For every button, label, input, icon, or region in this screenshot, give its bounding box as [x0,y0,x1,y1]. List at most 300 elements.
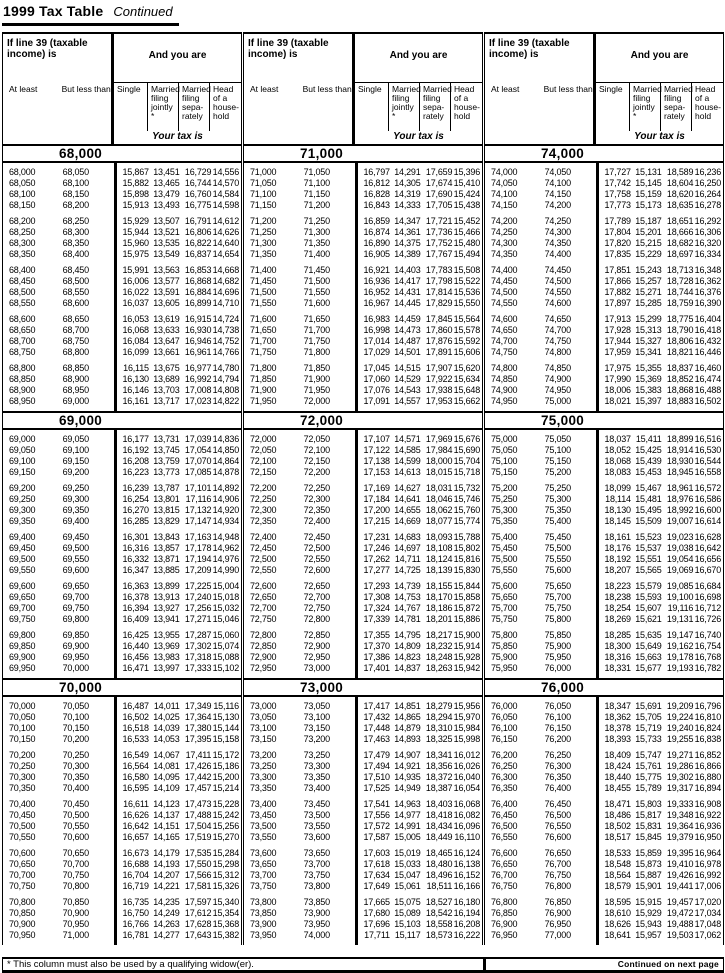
tax-head-household-cell: 16,054 [453,782,480,793]
tax-single-cell: 17,835 [604,248,631,259]
but-less-than-cell: 68,900 [62,373,89,384]
tax-single-cell: 16,440 [122,640,149,651]
tax-married-separately-cell: 18,248 [425,651,453,662]
tax-married-separately-cell: 17,411 [185,749,212,760]
tax-head-household-cell: 14,626 [212,226,239,237]
tax-head-household-cell: 16,978 [694,858,721,869]
tax-married-jointly-cell: 15,789 [635,782,662,793]
table-row [485,264,723,275]
but-less-than-cell: 71,250 [303,215,330,226]
tax-head-household-cell: 14,724 [212,313,239,324]
but-less-than-cell: 74,450 [544,264,571,275]
tax-married-jointly-cell: 15,369 [635,373,662,384]
but-less-than-cell: 69,850 [62,629,89,640]
tax-head-household-cell: 14,990 [212,564,239,575]
at-least-cell: 73,050 [250,711,277,722]
tax-single-cell: 17,153 [363,466,390,477]
tax-head-household-cell: 15,522 [453,275,480,286]
table-row [485,384,723,395]
tax-single-cell: 16,611 [123,798,149,809]
but-less-than-cell: 73,250 [303,749,330,760]
tax-head-household-cell: 14,710 [212,297,239,308]
tax-married-jointly-cell: 15,257 [635,275,662,286]
tax-married-separately-cell: 19,503 [666,929,694,940]
tax-head-household-cell: 16,894 [694,782,721,793]
table-row [3,771,241,782]
but-less-than-cell: 69,500 [62,542,89,553]
but-less-than-cell: 73,500 [303,809,330,820]
at-least-cell: 76,350 [491,782,518,793]
tax-single-cell: 17,355 [363,629,390,640]
table-row [3,564,241,575]
tax-single-cell: 15,975 [122,248,149,259]
tax-head-household-cell: 14,850 [212,444,239,455]
tax-married-separately-cell: 17,674 [425,177,453,188]
at-least-cell: 75,650 [491,591,518,602]
row-group [485,580,723,624]
tax-married-jointly-cell: 14,235 [153,896,180,907]
tax-married-separately-cell: 19,457 [666,896,694,907]
tax-married-separately-cell: 18,418 [425,809,453,820]
but-less-than-cell: 72,100 [303,444,330,455]
but-less-than-cell: 70,800 [62,880,89,891]
tax-single-cell: 18,161 [604,531,631,542]
tax-married-jointly-cell: 15,495 [635,504,662,515]
table-row [244,188,482,199]
tax-single-cell: 16,301 [122,531,149,542]
tax-married-jointly-cell: 15,327 [635,335,662,346]
but-less-than-cell: 68,400 [62,248,89,259]
tax-head-household-cell: 15,326 [212,880,239,891]
row-group [485,313,723,357]
tax-single-cell: 17,665 [363,896,390,907]
table-row [3,199,241,210]
tax-single-cell: 18,502 [604,820,631,831]
tax-single-cell: 18,641 [604,929,631,940]
table-row [3,749,241,760]
table-row [485,760,723,771]
tax-married-separately-cell: 16,775 [184,199,212,210]
tax-head-household-cell: 14,864 [212,455,239,466]
tax-married-separately-cell: 18,170 [425,591,453,602]
at-least-cell: 75,500 [491,553,518,564]
but-less-than-cell: 73,200 [303,733,330,744]
table-row [244,166,482,177]
tax-single-cell: 17,091 [363,395,390,406]
but-less-than-cell: 70,900 [62,907,89,918]
tax-head-household-cell: 15,368 [212,918,239,929]
table-row [3,313,241,324]
tax-head-household-cell: 16,236 [694,166,721,177]
but-less-than-cell: 68,850 [62,362,89,373]
tax-single-cell: 18,564 [604,869,631,880]
tax-married-jointly-cell: 15,817 [635,809,662,820]
tax-single-cell: 17,680 [363,907,390,918]
tax-head-household-cell: 16,530 [694,444,721,455]
at-least-cell: 73,750 [250,880,277,891]
table-row [485,820,723,831]
table-row [244,493,482,504]
tax-single-cell: 18,378 [604,722,631,733]
but-less-than-cell: 75,050 [544,433,571,444]
but-less-than-header: But less than [543,84,593,94]
tax-head-household-cell: 15,760 [453,504,480,515]
tax-table-panel [243,32,483,945]
tax-married-separately-cell: 18,186 [425,602,453,613]
tax-married-separately-cell: 19,178 [666,651,694,662]
at-least-cell: 72,350 [250,515,277,526]
tax-head-household-cell: 15,900 [453,629,480,640]
at-least-cell: 69,850 [9,640,36,651]
at-least-cell: 76,300 [491,771,518,782]
tax-married-separately-cell: 18,589 [666,166,694,177]
but-less-than-cell: 69,300 [62,493,89,504]
tax-married-jointly-cell: 13,577 [153,275,180,286]
but-less-than-cell: 69,350 [62,504,89,515]
but-less-than-cell: 72,500 [303,542,330,553]
but-less-than-cell: 71,750 [303,335,330,346]
but-less-than-cell: 75,700 [544,591,571,602]
at-least-cell: 76,800 [491,896,518,907]
at-least-cell: 71,450 [250,275,277,286]
tax-married-separately-cell: 17,039 [184,433,212,444]
tax-married-jointly-cell: 15,607 [635,602,662,613]
at-least-cell: 70,950 [9,929,36,940]
at-least-cell: 75,000 [491,433,518,444]
tax-married-separately-cell: 17,085 [184,466,212,477]
tax-head-household-cell: 16,096 [453,820,480,831]
but-less-than-cell: 75,650 [544,580,571,591]
section-title: 75,000 [485,411,723,430]
section-body [3,697,241,945]
panel-header-top [3,32,241,82]
table-row [485,466,723,477]
table-row [3,373,241,384]
tax-head-household-cell: 15,928 [453,651,480,662]
tax-married-jointly-cell: 13,731 [153,433,180,444]
at-least-cell: 76,850 [491,907,518,918]
tax-single-cell: 17,448 [363,722,390,733]
at-least-cell: 72,200 [250,482,277,493]
tax-married-separately-cell: 18,310 [425,722,453,733]
tax-head-household-cell: 15,298 [212,858,239,869]
tax-married-jointly-cell: 15,089 [394,907,421,918]
but-less-than-cell: 71,850 [303,362,330,373]
tax-single-cell: 16,688 [122,858,149,869]
tax-head-household-cell: 16,138 [453,858,480,869]
tax-married-jointly-cell: 15,103 [394,918,421,929]
but-less-than-cell: 73,300 [303,760,330,771]
tax-single-cell: 16,456 [122,651,149,662]
at-least-cell: 73,150 [250,733,277,744]
table-row [244,297,482,308]
tax-married-jointly-cell: 14,403 [394,264,421,275]
row-group [244,264,482,308]
tax-married-separately-cell: 17,628 [184,918,212,929]
but-less-than-cell: 74,200 [544,199,571,210]
at-least-cell: 73,550 [250,831,277,842]
table-row [244,553,482,564]
at-least-cell: 73,850 [250,907,277,918]
but-less-than-cell: 68,650 [62,313,89,324]
tax-married-jointly-cell: 15,509 [635,515,662,526]
but-less-than-cell: 72,700 [303,591,330,602]
tax-head-household-cell: 16,558 [694,466,721,477]
tax-married-jointly-cell: 15,523 [635,531,662,542]
at-least-cell: 74,750 [491,346,518,357]
tax-married-separately-cell: 17,457 [184,782,212,793]
but-less-than-cell: 74,900 [544,373,571,384]
at-least-cell: 68,700 [9,335,36,346]
tax-head-household-cell: 15,074 [212,640,239,651]
tax-single-cell: 18,223 [604,580,631,591]
but-less-than-cell: 70,350 [62,771,89,782]
at-least-cell: 73,400 [250,798,277,809]
but-less-than-cell: 70,100 [62,711,89,722]
at-least-cell: 71,950 [250,395,277,406]
table-row [244,640,482,651]
but-less-than-cell: 69,750 [62,602,89,613]
tax-single-cell: 18,207 [604,564,631,575]
table-row [485,248,723,259]
tax-married-separately-cell: 19,410 [666,858,694,869]
tax-single-cell: 17,572 [363,820,390,831]
tax-head-household-cell: 16,488 [694,384,721,395]
at-least-cell: 71,350 [250,248,277,259]
table-row [3,275,241,286]
tax-married-separately-cell: 18,604 [666,177,694,188]
tax-head-household-cell: 15,844 [453,580,480,591]
tax-married-jointly-cell: 14,557 [394,395,421,406]
tax-single-cell: 16,967 [363,297,390,308]
at-least-cell: 68,450 [9,275,36,286]
tax-married-jointly-cell: 15,033 [394,858,421,869]
tax-married-separately-cell: 16,791 [184,215,212,226]
at-least-cell: 72,600 [250,580,277,591]
tax-married-separately-cell: 17,442 [184,771,212,782]
but-less-than-cell: 76,150 [544,722,571,733]
row-group [3,580,241,624]
tax-married-jointly-cell: 14,837 [394,662,421,673]
but-less-than-cell: 69,200 [62,466,89,477]
tax-single-cell: 16,549 [122,749,149,760]
tax-married-jointly-cell: 15,747 [635,749,662,760]
income-if-line-39-label: If line 39 (taxable income) is [485,34,596,82]
income-column-headers [244,82,355,144]
tax-head-household-cell: 15,634 [453,373,480,384]
but-less-than-cell: 74,550 [544,286,571,297]
tax-single-cell: 18,347 [604,700,631,711]
row-group [485,798,723,842]
tax-single-cell: 18,285 [604,629,631,640]
tax-married-jointly-cell: 13,535 [153,237,180,248]
but-less-than-cell: 69,100 [62,444,89,455]
tax-married-separately-cell: 19,317 [666,782,694,793]
tax-single-cell: 16,347 [122,564,149,575]
tax-single-cell: 16,115 [123,362,149,373]
at-least-cell: 76,700 [491,869,518,880]
tax-head-household-cell: 16,418 [694,324,721,335]
tax-head-household-cell: 16,656 [694,553,721,564]
table-row [244,722,482,733]
tax-married-jointly-cell: 15,649 [635,640,662,651]
at-least-cell: 72,750 [250,613,277,624]
tax-single-cell: 18,269 [604,613,631,624]
table-row [244,880,482,891]
table-row [485,896,723,907]
tax-single-cell: 16,580 [122,771,149,782]
at-least-cell: 76,550 [491,831,518,842]
tax-head-household-cell: 16,502 [694,395,721,406]
tax-single-cell: 16,983 [363,313,390,324]
but-less-than-cell: 71,450 [303,264,330,275]
row-group [244,798,482,842]
tax-married-jointly-cell: 14,963 [394,798,421,809]
tax-married-jointly-cell: 13,955 [153,629,180,640]
at-least-cell: 68,650 [9,324,36,335]
tax-married-jointly-cell: 15,453 [635,466,662,477]
tax-single-cell: 16,037 [122,297,149,308]
table-row [485,166,723,177]
tax-head-household-cell: 16,782 [694,662,721,673]
at-least-cell: 69,300 [9,504,36,515]
tax-married-separately-cell: 17,643 [184,929,212,940]
at-least-cell: 75,950 [491,662,518,673]
tax-married-separately-cell: 17,612 [184,907,212,918]
tax-single-cell: 18,145 [604,515,631,526]
table-row [485,798,723,809]
at-least-cell: 73,650 [250,858,277,869]
tax-head-household-cell: 14,780 [212,362,239,373]
but-less-than-cell: 75,600 [544,564,571,575]
at-least-cell: 74,500 [491,286,518,297]
tax-married-jointly-cell: 15,719 [635,722,662,733]
tax-married-jointly-cell: 14,655 [394,504,421,515]
tax-single-cell: 16,781 [122,929,149,940]
but-less-than-cell: 69,800 [62,613,89,624]
section-title: 73,000 [244,678,482,697]
tax-single-cell: 18,192 [604,553,631,564]
tax-married-jointly-cell: 14,193 [153,858,180,869]
tax-married-jointly-cell: 14,725 [394,564,421,575]
tax-married-jointly-cell: 14,445 [394,297,421,308]
table-row [3,929,241,940]
but-less-than-cell: 73,800 [303,880,330,891]
tax-single-cell: 16,936 [363,275,390,286]
at-least-cell: 70,200 [9,749,36,760]
tax-married-separately-cell: 18,325 [425,733,453,744]
but-less-than-cell: 75,550 [544,553,571,564]
tax-married-separately-cell: 17,891 [425,346,453,357]
tax-single-cell: 16,704 [122,869,149,880]
table-row [3,809,241,820]
at-least-cell: 75,600 [491,580,518,591]
at-least-cell: 76,100 [491,722,518,733]
but-less-than-cell: 71,300 [303,226,330,237]
tax-single-cell: 15,882 [122,177,149,188]
at-least-cell: 75,750 [491,613,518,624]
tax-married-jointly-cell: 15,663 [635,651,662,662]
section-body [485,697,723,945]
tax-single-cell: 18,362 [604,711,631,722]
tax-married-separately-cell: 16,760 [184,188,212,199]
tax-head-household-cell: 15,970 [453,711,480,722]
filing-status-header-single: Single [599,84,623,94]
filing-status-header-head-of-household: Head of a house- hold [691,83,720,131]
tax-married-jointly-cell: 14,683 [394,531,421,542]
at-least-cell: 75,200 [491,482,518,493]
tax-head-household-cell: 14,752 [212,335,239,346]
tax-single-cell: 16,487 [122,700,149,711]
table-row [244,700,482,711]
tax-married-separately-cell: 17,287 [184,629,212,640]
tax-married-separately-cell: 17,566 [184,869,212,880]
tax-single-cell: 17,789 [604,215,631,226]
tax-single-cell: 16,859 [363,215,390,226]
tax-married-jointly-cell: 15,537 [635,542,662,553]
tax-head-household-cell: 15,592 [453,335,480,346]
tax-married-jointly-cell: 14,949 [394,782,421,793]
table-row [3,760,241,771]
but-less-than-cell: 75,000 [544,395,571,406]
but-less-than-cell: 68,500 [62,275,89,286]
tax-married-jointly-cell: 15,299 [635,313,662,324]
section-title: 70,000 [3,678,241,697]
tax-head-household-cell: 16,460 [694,362,721,373]
tax-married-jointly-cell: 15,635 [635,629,662,640]
tax-married-separately-cell: 19,255 [666,733,694,744]
at-least-cell: 70,650 [9,858,36,869]
row-group [3,847,241,891]
tax-married-jointly-cell: 14,515 [394,362,421,373]
tax-married-separately-cell: 18,945 [666,466,694,477]
table-row [3,733,241,744]
table-row [3,711,241,722]
at-least-cell: 75,100 [491,455,518,466]
tax-married-separately-cell: 16,837 [184,248,212,259]
tax-head-household-cell: 16,026 [453,760,480,771]
table-row [485,215,723,226]
and-you-are-label: And you are [148,50,207,61]
tax-married-separately-cell: 16,930 [184,324,212,335]
tax-single-cell: 16,952 [363,286,390,297]
table-row [244,248,482,259]
tax-head-household-cell: 15,410 [453,177,480,188]
tax-single-cell: 17,510 [363,771,390,782]
at-least-cell: 69,800 [9,629,36,640]
tax-married-jointly-cell: 15,285 [635,297,662,308]
table-row [485,869,723,880]
tax-married-separately-cell: 16,899 [184,297,212,308]
but-less-than-cell: 72,650 [303,580,330,591]
tax-married-jointly-cell: 14,921 [394,760,421,771]
row-group [485,629,723,673]
section-title: 76,000 [485,678,723,697]
tax-single-cell: 15,960 [122,237,149,248]
tax-head-household-cell: 15,116 [213,700,239,711]
tax-married-separately-cell: 18,031 [425,482,453,493]
tax-single-cell: 18,238 [604,591,631,602]
table-row [244,373,482,384]
but-less-than-cell: 71,800 [303,346,330,357]
table-row [244,858,482,869]
tax-head-household-cell: 14,934 [212,515,239,526]
income-column-headers [485,82,596,144]
at-least-cell: 70,350 [9,782,36,793]
tax-head-household-cell: 16,012 [453,749,480,760]
tax-married-jointly-cell: 13,759 [153,455,180,466]
but-less-than-cell: 68,300 [62,226,89,237]
